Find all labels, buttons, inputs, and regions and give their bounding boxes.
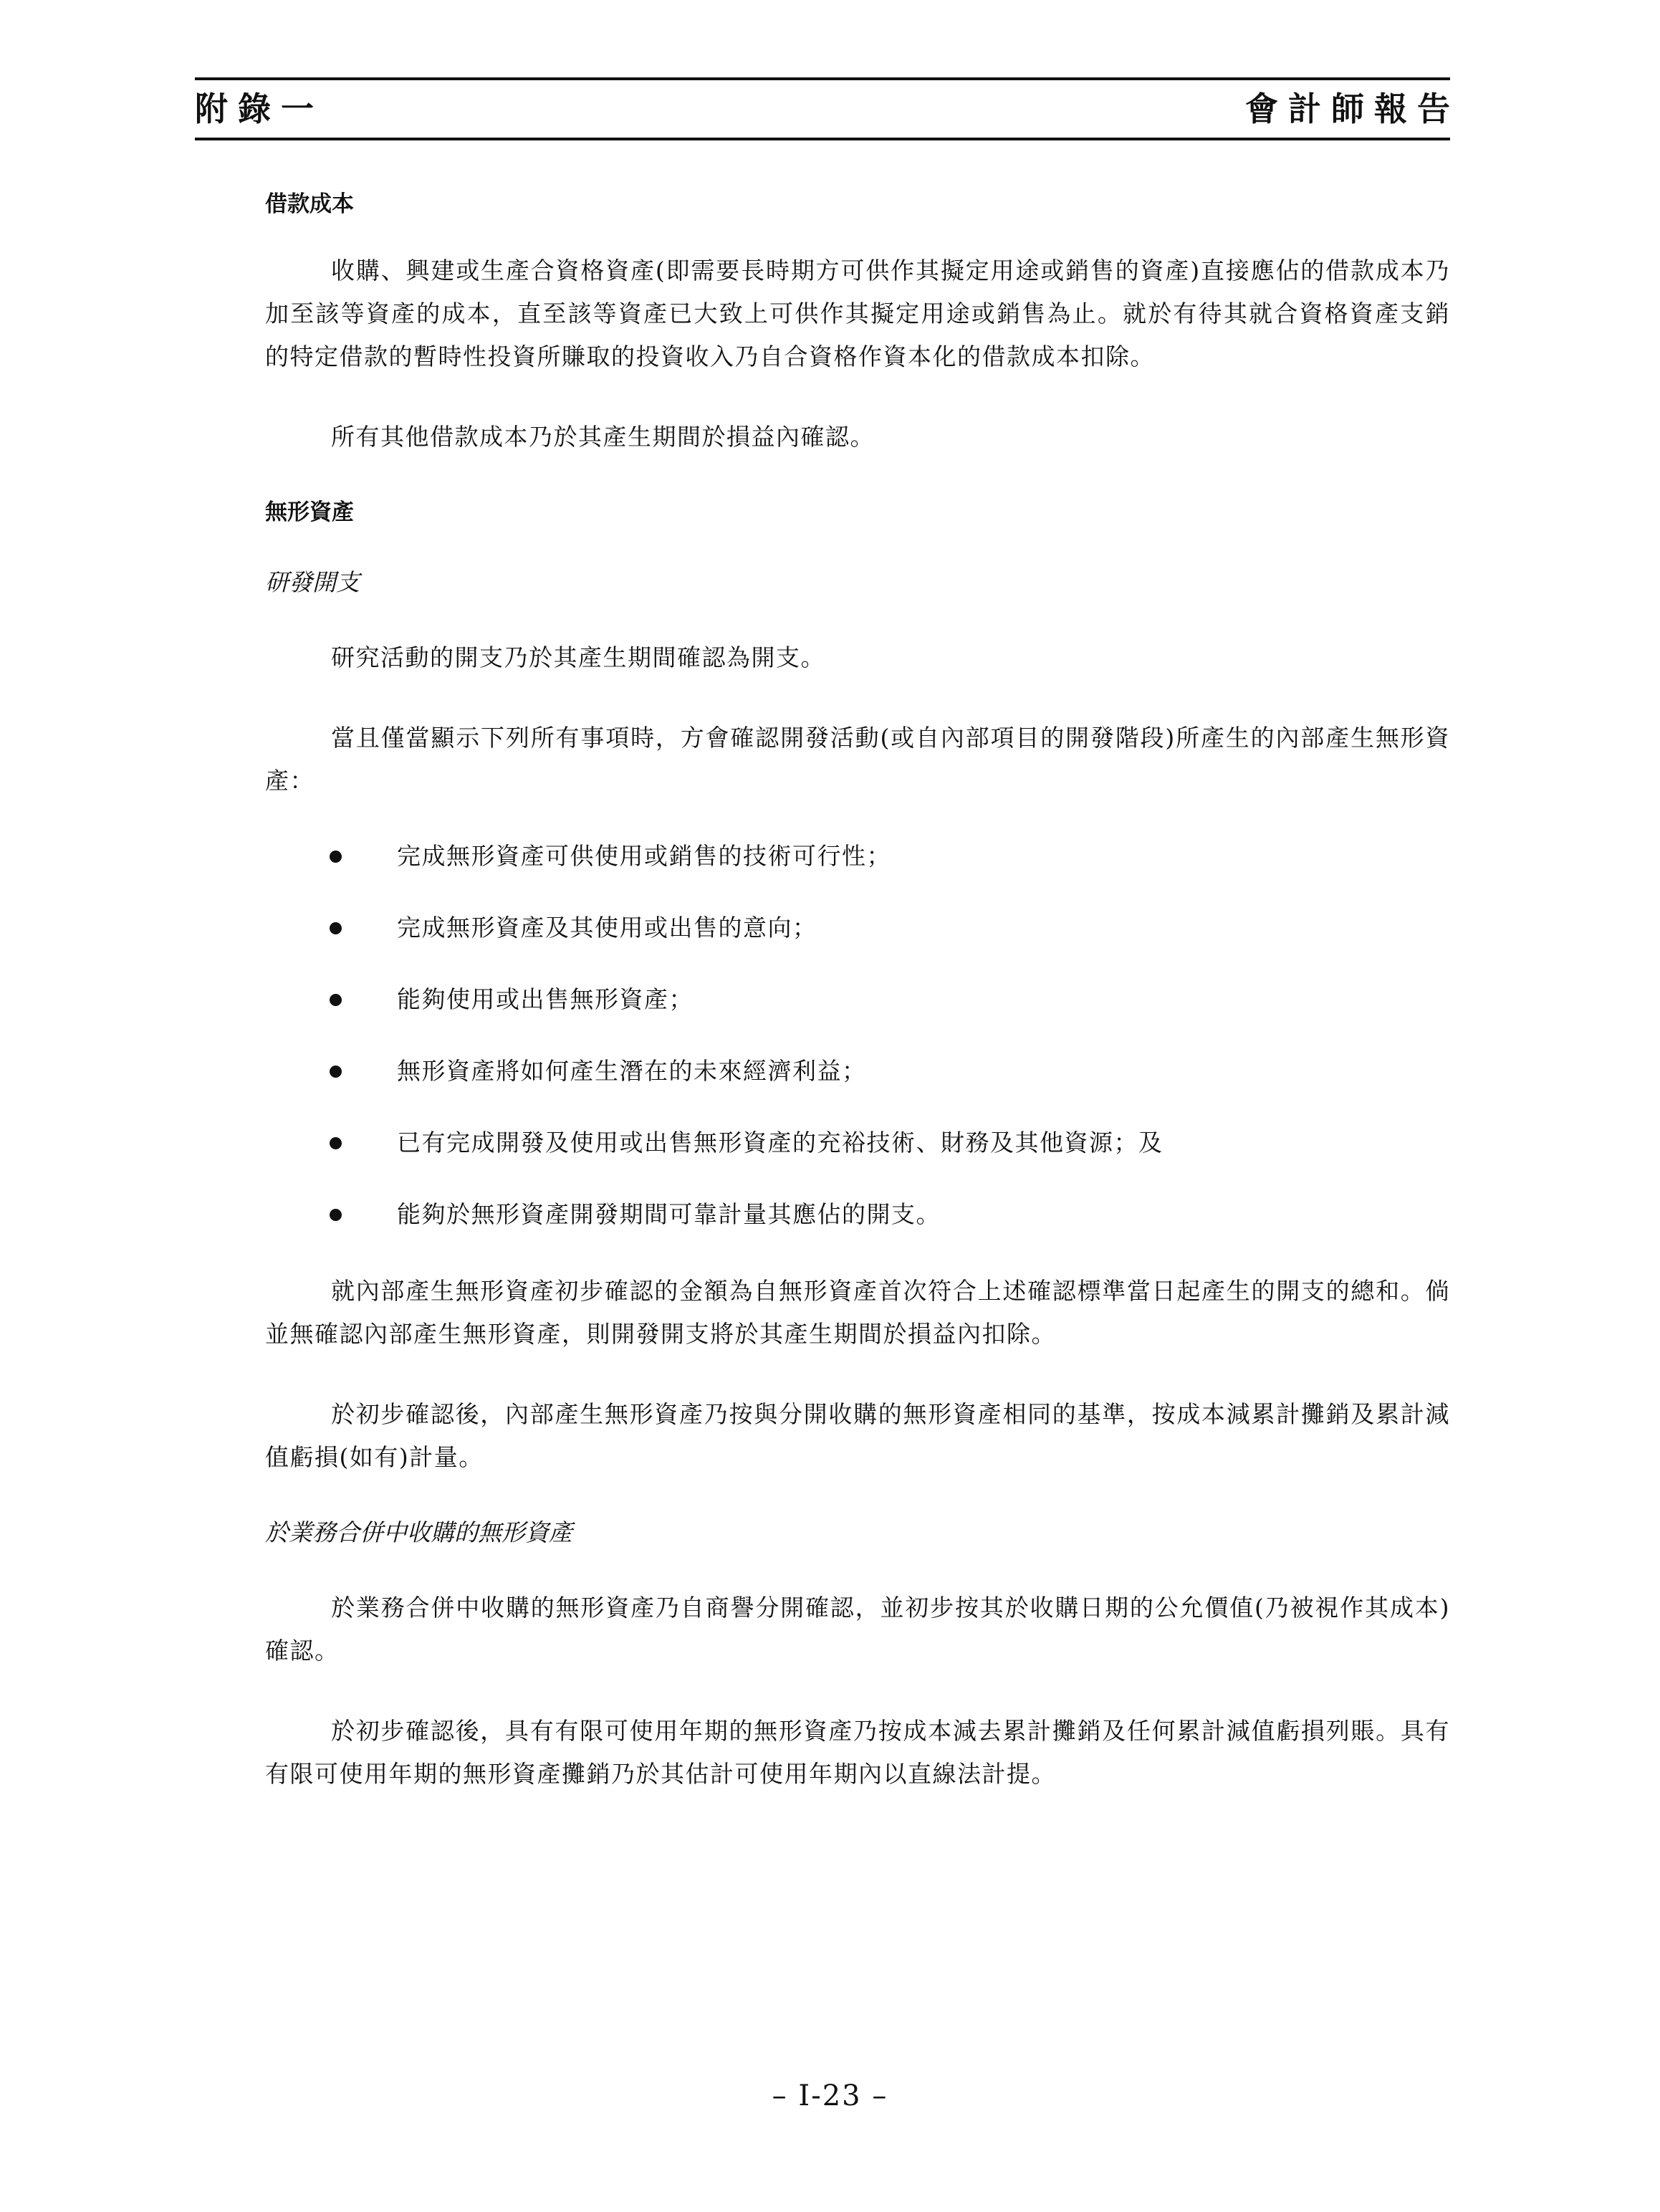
list-item [265, 911, 1450, 944]
rd-paragraph-1: 研究活動的開支乃於其產生期間確認為開支。 [331, 643, 825, 671]
page-number: – I-23 – [772, 2079, 888, 2112]
bullet-icon [330, 1066, 342, 1078]
header-bottom-rule [195, 138, 1450, 140]
rd-expenditure-subheading: 研發開支 [265, 568, 360, 596]
business-combination-paragraph-1: 於業務合併中收購的無形資產乃自商譽分開確認，並初步按其於收購日期的公允價值(乃被視作其成本)確認。 [265, 1594, 1450, 1665]
list-item [265, 840, 1450, 873]
list-item-text: 能夠於無形資產開發期間可靠計量其應佔的開支。 [397, 1200, 941, 1228]
bullet-icon [330, 922, 342, 934]
list-item-text: 能夠使用或出售無形資產； [397, 985, 694, 1013]
business-combination-paragraph-2: 於初步確認後，具有有限可使用年期的無形資產乃按成本減去累計攤銷及任何累計減值虧損列賬。具有有限可使用年期的無形資產攤銷乃於其估計可使用年期內以直線法計提。 [265, 1717, 1450, 1788]
intangible-assets-heading: 無形資產 [265, 499, 354, 525]
bullet-icon [330, 1209, 342, 1221]
rd-paragraph-4: 於初步確認後，內部產生無形資產乃按與分開收購的無形資產相同的基準，按成本減累計攤銷及累計減值虧損(如有)計量。 [265, 1400, 1450, 1471]
list-item-text: 已有完成開發及使用或出售無形資產的充裕技術、財務及其他資源；及 [397, 1129, 1164, 1157]
appendix-title: 附錄一 [195, 90, 324, 128]
list-item [265, 1055, 1450, 1088]
bullet-icon [330, 851, 342, 863]
report-title: 會計師報告 [1245, 90, 1460, 128]
rd-paragraph-2: 當且僅當顯示下列所有事項時，方會確認開發活動(或自內部項目的開發階段)所產生的內部產生無形資產： [265, 724, 1450, 795]
bullet-icon [330, 994, 342, 1006]
list-item [265, 1126, 1450, 1159]
list-item-text: 完成無形資產可供使用或銷售的技術可行性； [397, 842, 891, 870]
recognition-criteria-list [265, 840, 1450, 1231]
list-item [265, 983, 1450, 1016]
list-item [265, 1198, 1450, 1231]
business-combination-subheading: 於業務合併中收購的無形資產 [265, 1518, 572, 1546]
main-content [265, 188, 1450, 1796]
bullet-icon [330, 1137, 342, 1149]
borrowing-costs-paragraph-2: 所有其他借款成本乃於其產生期間於損益內確認。 [331, 423, 875, 451]
list-item-text: 完成無形資產及其使用或出售的意向； [397, 914, 817, 942]
borrowing-costs-heading: 借款成本 [265, 191, 354, 217]
page-header [195, 77, 1460, 140]
list-item-text: 無形資產將如何產生潛在的未來經濟利益； [397, 1057, 867, 1085]
rd-paragraph-3: 就內部產生無形資產初步確認的金額為自無形資產首次符合上述確認標準當日起產生的開支的總和。倘並無確認內部產生無形資產，則開發開支將於其產生期間於損益內扣除。 [265, 1277, 1450, 1348]
header-top-rule [195, 77, 1450, 80]
borrowing-costs-paragraph-1: 收購、興建或生產合資格資產(即需要長時期方可供作其擬定用途或銷售的資產)直接應佔的借款成本乃加至該等資產的成本，直至該等資產已大致上可供作其擬定用途或銷售為止。就於有待其就合資格資產支銷的特定借款的暫時性投資所賺取的投資收入乃自合資格作資本化的借款成本扣除。 [265, 257, 1450, 370]
